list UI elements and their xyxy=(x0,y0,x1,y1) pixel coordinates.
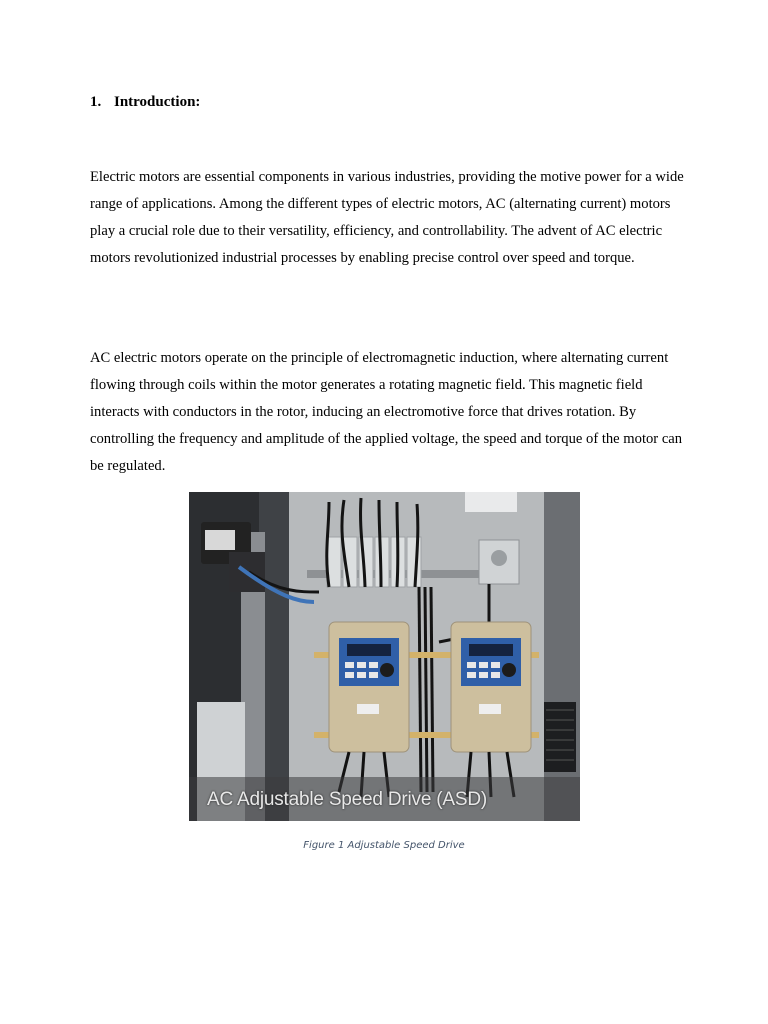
figure-photo-asd-panel xyxy=(189,492,580,821)
paragraph-induction: AC electric motors operate on the principle of electromagnetic induction, where alternating current flowing through coils within the motor generates a rotating magnetic field. This magnetic field interacts with conductors in the rotor, inducing an electromotive force that drives rotation. By controlling the frequency and amplitude of the applied voltage, the speed and torque of the motor can be regulated. xyxy=(90,350,683,474)
section-heading xyxy=(90,94,200,111)
paragraph-intro: Electric motors are essential components in various industries, providing the motive power for a wide range of applications. Among the different types of electric motors, AC (alternating current) motors play a crucial role due to their versatility, efficiency, and controllability. The advent of AC electric motors revolutionized industrial processes by enabling precise control over speed and torque. xyxy=(90,169,684,266)
section-title: Introduction: xyxy=(114,94,201,110)
figure-caption: Figure 1 Adjustable Speed Drive xyxy=(303,840,465,851)
section-number: 1. xyxy=(90,94,102,110)
panel-illustration xyxy=(189,492,580,821)
drive-unit-right xyxy=(451,622,531,752)
drive-unit-left xyxy=(329,622,409,752)
photo-overlay-title: AC Adjustable Speed Drive (ASD) xyxy=(207,789,487,810)
